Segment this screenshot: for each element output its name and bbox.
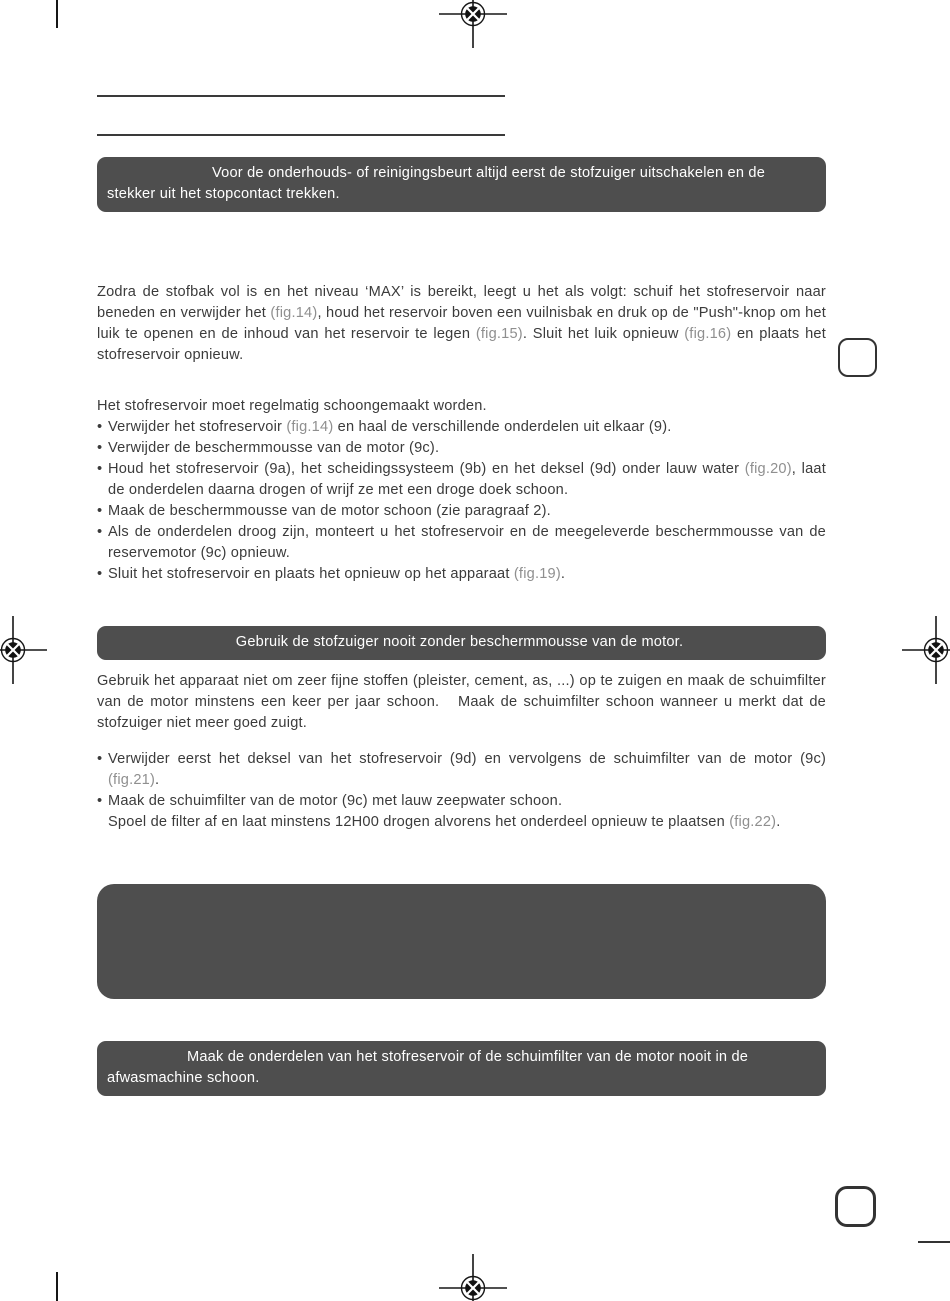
warning-box-foam	[97, 626, 826, 660]
figure-reference: (fig.19)	[513, 566, 561, 582]
list-item: • Houd het stofreservoir (9a), het scheidingssysteem (9b) en het deksel (9d) onder lauw water (fig.20), laat de onderdelen daarna drogen of wrijf ze met een droge doek schoon.	[97, 459, 826, 501]
heading-rule-2	[97, 134, 505, 136]
figure-reference: (fig.15)	[475, 326, 523, 342]
list-item: • Verwijder het stofreservoir (fig.14) en haal de verschillende onderdelen uit elkaar (9).	[97, 417, 826, 438]
foam-filter-list	[97, 749, 826, 833]
registration-mark-top-icon	[439, 0, 507, 48]
crop-tick-top-left	[56, 0, 58, 28]
crop-tick-bottom-right	[918, 1241, 950, 1243]
paragraph-foam-filter: Gebruik het apparaat niet om zeer fijne stoffen (pleister, cement, as, ...) op te zuigen en maak de schuimfilter van de motor minstens een keer per jaar schoon. Maak de schuimfilter schoon wanneer u merkt dat de stofzuiger niet meer goed zuigt.	[97, 673, 826, 731]
registration-mark-bottom-icon	[439, 1254, 507, 1301]
edge-marker-square-top	[838, 338, 877, 377]
registration-mark-right-icon	[902, 616, 950, 684]
warning-box-dishwasher	[97, 1041, 826, 1096]
warning-text: Maak de onderdelen van het stofreservoir of de schuimfilter van de motor nooit in de afwasmachine schoon.	[107, 1049, 749, 1086]
edge-marker-square-bottom	[835, 1186, 876, 1227]
list-item: • Verwijder de beschermmousse van de motor (9c).	[97, 438, 826, 459]
list-item: • Sluit het stofreservoir en plaats het opnieuw op het apparaat (fig.19).	[97, 564, 826, 585]
registration-mark-left-icon	[0, 616, 47, 684]
warning-box-unplug	[97, 157, 826, 212]
clean-dust-container-list	[97, 417, 826, 585]
figure-reference: (fig.16)	[684, 326, 732, 342]
figure-reference: (fig.14)	[270, 305, 318, 321]
figure-reference: (fig.14)	[286, 419, 334, 435]
section-intro: Het stofreservoir moet regelmatig schoongemaakt worden.	[97, 398, 487, 414]
figure-reference: (fig.20)	[744, 461, 792, 477]
warning-text: Voor de onderhouds- of reinigingsbeurt altijd eerst de stofzuiger uitschakelen en de stekker uit het stopcontact trekken.	[107, 165, 766, 202]
paragraph-empty-dust-container: Zodra de stofbak vol is en het niveau ‘MAX’ is bereikt, leegt u het als volgt: schuif het stofreservoir naar beneden en verwijder het (fig.14), houd het reservoir boven een vuilnisbak en druk op de "Push"-knop om het luik te openen en de inhoud van het reservoir te legen (fig.15). Sluit het luik opnieuw (fig.16) en plaats het stofreservoir opnieuw.	[97, 284, 826, 363]
figure-reference: (fig.21)	[108, 772, 156, 788]
list-item: • Maak de beschermmousse van de motor schoon (zie paragraaf 2).	[97, 501, 826, 522]
list-item: • Maak de schuimfilter van de motor (9c) met lauw zeepwater schoon. Spoel de filter af en laat minstens 12H00 drogen alvorens het onderdeel opnieuw te plaatsen (fig.22).	[97, 791, 826, 833]
warning-text: Gebruik de stofzuiger nooit zonder beschermmousse van de motor.	[235, 634, 684, 650]
crop-tick-bottom-left	[56, 1272, 58, 1301]
section-clean-dust-container	[97, 396, 826, 585]
list-item: • Verwijder eerst het deksel van het stofreservoir (9d) en vervolgens de schuimfilter van de motor (9c) (fig.21).	[97, 749, 826, 791]
heading-rule-1	[97, 95, 505, 97]
list-item: • Als de onderdelen droog zijn, monteert u het stofreservoir en de meegeleverde beschermmousse van de reservemotor (9c) opnieuw.	[97, 522, 826, 564]
empty-dark-panel	[97, 884, 826, 999]
figure-reference: (fig.22)	[729, 814, 777, 830]
